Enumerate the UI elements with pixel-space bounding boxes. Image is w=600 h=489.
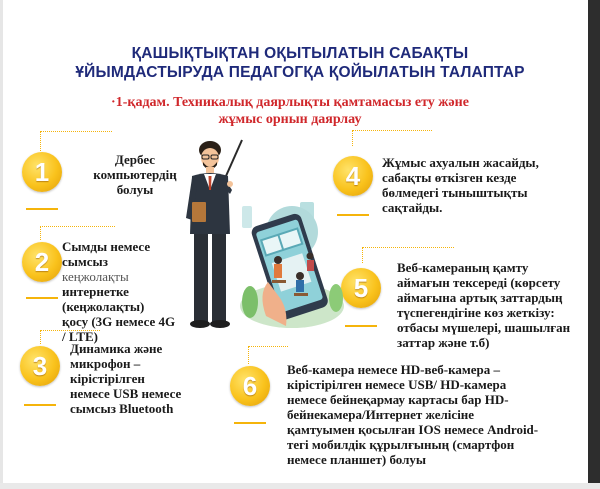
step-subtitle: [80, 94, 500, 128]
left-border: [0, 0, 3, 489]
item-4-line: бөлмедегі тыныштықты: [382, 185, 528, 200]
step-badge-6: [230, 366, 270, 406]
item-5-line: аймағына артық заттардың: [397, 290, 563, 305]
badge-underline-5: [345, 325, 377, 327]
connector-2: [40, 226, 115, 227]
item-1-line: болуы: [116, 182, 154, 197]
connector-2-drop: [40, 226, 41, 240]
item-1-line: Дербес: [114, 152, 156, 167]
title-line-1: ҚАШЫҚТЫҚТАН ОҚЫТЫЛАТЫН САБАҚТЫ: [131, 45, 469, 62]
item-6-line: бейнекамера/Интернет желісіне: [287, 407, 475, 422]
badge-underline-6: [234, 422, 266, 424]
badge-underline-2: [26, 297, 58, 299]
item-2-line: Сымды немесе: [62, 239, 151, 254]
badge-number-4: 4: [345, 161, 361, 191]
connector-5: [362, 247, 454, 248]
connector-4: [352, 130, 432, 131]
badge-number-3: 3: [32, 351, 48, 381]
item-4-line: Жұмыс ахуалын жасайды,: [382, 155, 539, 170]
item-6-line: немесе бейнеқармау картасы бар HD-: [287, 392, 509, 407]
item-4-line: сабақты өткізген кезде: [382, 170, 517, 185]
bottom-border: [0, 483, 600, 489]
subtitle-line-2: жұмыс орнын даярлау: [218, 112, 362, 127]
item-6-text: [287, 362, 587, 467]
item-5-line: Веб-камераның қамту: [397, 260, 529, 275]
connector-3-drop: [40, 330, 41, 344]
badge-underline-3: [24, 404, 56, 406]
item-3-line: микрофон –: [70, 356, 141, 371]
connector-1-drop: [40, 131, 41, 151]
item-6-line: тегі мобилдік құрылғының (смартфон: [287, 437, 515, 452]
subtitle-line-1: ·1-қадам. Техникалық даярлықты қамтамасыз ету және: [111, 95, 469, 110]
badge-number-2: 2: [34, 247, 50, 277]
step-badge-4: [333, 156, 373, 196]
step-badge-2: [22, 242, 62, 282]
item-6-line: қамтуымен қосылған IOS немесе Android-: [287, 422, 539, 437]
connector-6-drop: [248, 346, 249, 364]
smartphone-classroom-illustration: [228, 198, 348, 338]
title-line-2: ҰЙЫМДАСТЫРУДА ПЕДАГОГҚА ҚОЙЫЛАТЫН ТАЛАПТАР: [75, 64, 525, 81]
item-4-line: сақтайды.: [382, 200, 443, 215]
badge-number-5: 5: [353, 273, 369, 303]
item-3-line: сымсыз Bluetooth: [70, 401, 174, 416]
connector-4-drop: [352, 130, 353, 146]
item-5-line: аймағын тексереді (көрсету: [397, 275, 561, 290]
item-5-line: заттар және т.б): [397, 335, 490, 350]
item-3-line: кірістірілген: [70, 371, 145, 386]
item-2-line: (кеңжолақты): [62, 299, 145, 314]
item-1-text: [80, 152, 190, 197]
badge-underline-1: [26, 208, 58, 210]
item-2-line: интернетке: [62, 284, 129, 299]
item-5-line: отбасы мүшелері, шашылған: [397, 320, 571, 335]
item-4-text: [382, 155, 582, 215]
step-badge-3: [20, 346, 60, 386]
item-3-line: Динамика және: [70, 341, 163, 356]
item-3-text: [70, 341, 200, 416]
item-2-line: қосу (3G немесе 4G: [62, 314, 176, 329]
item-2-text: [62, 239, 187, 344]
page-title: [40, 44, 560, 82]
connector-6: [248, 346, 288, 347]
item-2-line: кеңжолақты: [62, 269, 129, 284]
item-6-line: Веб-камера немесе HD-веб-камера –: [287, 362, 501, 377]
connector-1: [40, 131, 112, 132]
item-6-line: немесе планшет) болуы: [287, 452, 427, 467]
item-6-line: кірістірілген немесе USB/ HD-камера: [287, 377, 507, 392]
item-2-line: / LTE): [62, 329, 99, 344]
item-2-line: сымсыз: [62, 254, 108, 269]
badge-number-6: 6: [242, 371, 258, 401]
step-badge-1: [22, 152, 62, 192]
connector-5-drop: [362, 247, 363, 263]
item-5-text: [397, 260, 592, 350]
item-3-line: немесе USB немесе: [70, 386, 182, 401]
item-1-line: компьютердің: [93, 167, 177, 182]
badge-number-1: 1: [34, 157, 50, 187]
item-5-line: түспегендігіне көз жеткізу:: [397, 305, 555, 320]
right-border: [588, 0, 600, 489]
